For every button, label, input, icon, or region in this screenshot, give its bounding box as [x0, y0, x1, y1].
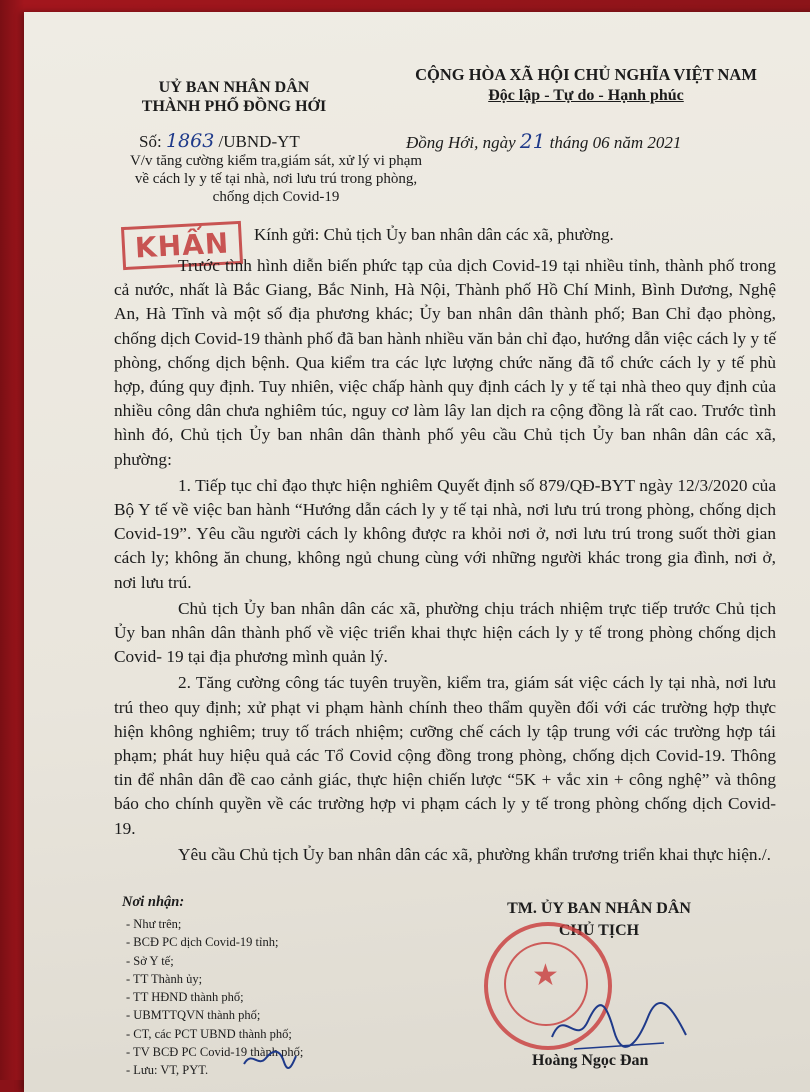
org-line-2: THÀNH PHỐ ĐỒNG HỚI	[141, 98, 327, 115]
paragraph-item-2: 2. Tăng cường công tác tuyên truyền, kiểm tra, giám sát việc cách ly tại nhà, nơi lưu trú theo quy định; xử phạt vi phạm hành chính theo thẩm quyền đối với các trường hợp thực hiện không nghiêm; truy tố trách nhiệm; cưỡng chế cách ly tập trung với các trường hợp tái phạm; phát huy hiệu quả các Tổ Covid cộng đồng trong phòng, chống dịch Covid-19. Thông tin để nhân dân đề cao cảnh giác, thực hiện chiến lược “5K + vắc xin + công nghệ” và thông báo cho chính quyền về các trường hợp vi phạm cách ly y tế trong phòng chống dịch Covid- 19.	[114, 673, 776, 838]
paragraph-closing: Yêu cầu Chủ tịch Ủy ban nhân dân các xã, phường khẩn trương triển khai thực hiện./.	[178, 844, 771, 864]
national-motto: Độc lập - Tự do - Hạnh phúc	[488, 87, 684, 104]
recipient-item: - BCĐ PC dịch Covid-19 tỉnh;	[126, 935, 279, 950]
signature-org: TM. ỦY BAN NHÂN DÂN	[507, 900, 691, 917]
addressee-line: Kính gửi: Chủ tịch Ủy ban nhân dân các xã, phường.	[254, 225, 614, 244]
number-label: Số:	[139, 132, 162, 151]
handwritten-day: 21	[519, 129, 546, 153]
recipient-item: - TV BCĐ PC Covid-19 thành phố;	[126, 1045, 304, 1060]
paragraph-item-1: 1. Tiếp tục chỉ đạo thực hiện nghiêm Quyết định số 879/QĐ-BYT ngày 12/3/2020 của Bộ Y tế về việc ban hành “Hướng dẫn cách ly y tế tại nhà, nơi lưu trú trong phòng, chống dịch Covid-19”. Yêu cầu người cách ly không được ra khỏi nơi ở, nơi lưu trú trong suốt thời gian cách ly; không ăn chung, không ngủ chung cùng với những người khác trong gia đình, nơi ở, nơi lưu trú.	[114, 475, 776, 592]
paragraph-responsibility: Chủ tịch Ủy ban nhân dân các xã, phường chịu trách nhiệm trực tiếp trước Chủ tịch Ủy ban nhân dân thành phố về việc triển khai thực hiện cách ly y tế trong phòng chống dịch Covid- 19 tại địa phương mình quản lý.	[114, 598, 776, 667]
urgent-stamp: KHẨN	[121, 221, 243, 270]
recipient-item: - Lưu: VT, PYT.	[126, 1063, 209, 1078]
issuing-organization	[114, 78, 354, 116]
recipient-item: - TT HĐND thành phố;	[126, 990, 244, 1005]
org-line-1: UỶ BAN NHÂN DÂN	[158, 79, 310, 96]
nation-title: CỘNG HÒA XÃ HỘI CHỦ NGHĨA VIỆT NAM	[415, 65, 757, 84]
initials-signature	[240, 1046, 300, 1072]
paragraph-intro: Trước tình hình diễn biến phức tạp của dịch Covid-19 tại nhiều tỉnh, thành phố trong cả nước, nhất là Bắc Giang, Bắc Ninh, Hà Nội, Thành phố Hồ Chí Minh, Bình Dương, Nghệ An, Hà Tĩnh và một số địa phương khác; Ủy ban nhân dân thành phố; Ban Chỉ đạo phòng, chống dịch Covid-19 thành phố đã ban hành nhiều văn bản chỉ đạo, hướng dẫn việc cách ly y tế phòng, chống dịch bệnh. Qua kiểm tra các lực lượng chức năng đã tổ chức cách ly y tế phù hợp, đúng quy định. Tuy nhiên, việc chấp hành quy định cách ly y tế tại nhà theo quy định của nhiều công dân chưa nghiêm túc, nguy cơ làm lây lan dịch ra cộng đồng là rất cao. Trước tình hình đó, Chủ tịch Ủy ban nhân dân thành phố yêu cầu Chủ tịch Ủy ban nhân dân các xã, phường:	[114, 256, 776, 469]
signer-name: Hoàng Ngọc Đan	[532, 1052, 649, 1069]
handwritten-signature	[544, 997, 694, 1057]
document-body	[114, 254, 776, 869]
star-icon: ★	[532, 958, 559, 993]
document-date	[406, 129, 681, 153]
recipient-item: - UBMTTQVN thành phố;	[126, 1008, 261, 1023]
handwritten-number: 1863	[165, 130, 215, 152]
date-prefix: Đồng Hới, ngày	[406, 133, 516, 152]
recipient-item: - TT Thành ủy;	[126, 971, 203, 986]
document-page	[24, 12, 810, 1092]
document-number	[139, 130, 300, 152]
date-suffix: tháng 06 năm 2021	[549, 133, 682, 152]
signature-title: CHỦ TỊCH	[558, 922, 640, 939]
national-header	[376, 64, 796, 106]
number-suffix: /UBND-YT	[218, 132, 300, 151]
recipient-item: - Như trên;	[126, 917, 182, 931]
document-subject: V/v tăng cường kiểm tra,giám sát, xử lý vi phạm về cách ly y tế tại nhà, nơi lưu trú trong phòng, chống dịch Covid-19	[129, 153, 423, 205]
recipient-item: - Sở Y tế;	[126, 953, 174, 968]
recipients-title: Nơi nhận:	[122, 894, 185, 910]
recipient-item: - CT, các PCT UBND thành phố;	[126, 1026, 292, 1041]
